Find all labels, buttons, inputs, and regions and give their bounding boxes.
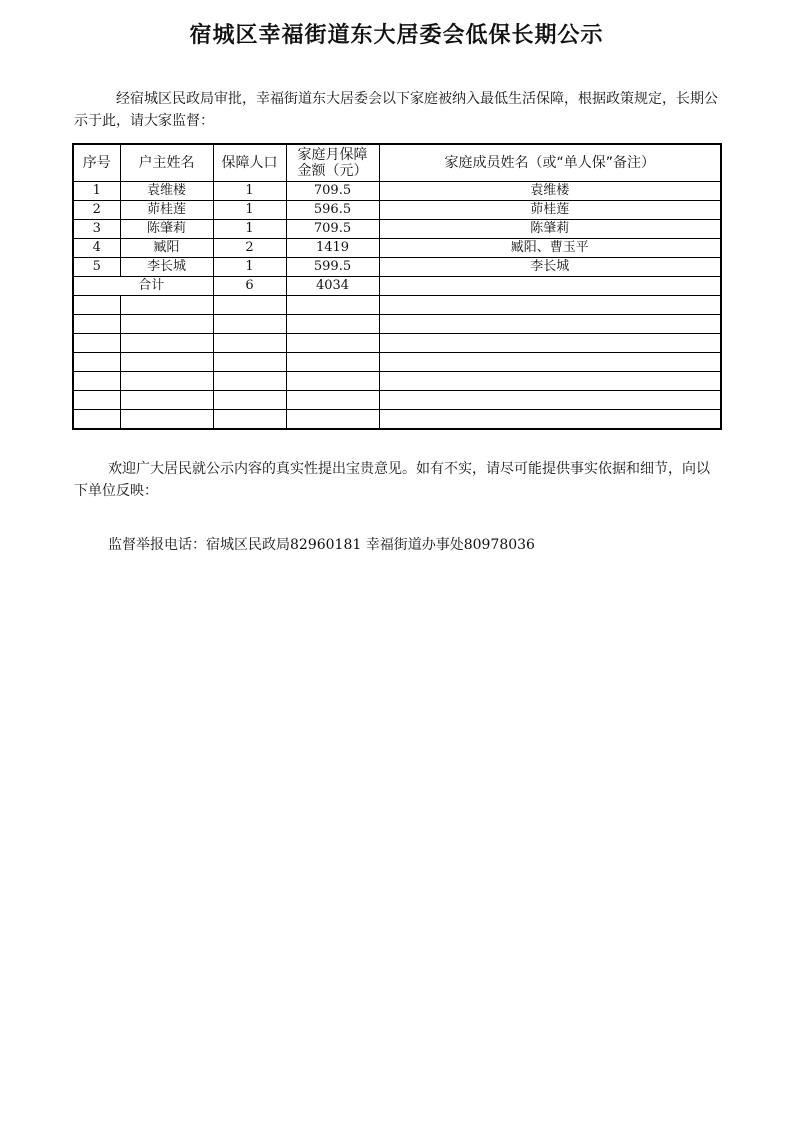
cell-members: 茆桂莲 [379,201,721,220]
empty-cell [120,391,213,410]
empty-cell [73,372,120,391]
empty-cell [379,353,721,372]
empty-cell [73,353,120,372]
table-header-row [73,144,721,182]
empty-cell [286,296,379,315]
cell-members: 陈肇莉 [379,220,721,239]
table-row [73,239,721,258]
empty-cell [286,353,379,372]
cell-head-name: 陈肇莉 [120,220,213,239]
cell-no: 3 [73,220,120,239]
total-row [73,277,721,296]
empty-row [73,315,721,334]
empty-cell [213,296,286,315]
empty-cell [120,410,213,430]
cell-people: 1 [213,201,286,220]
empty-cell [379,391,721,410]
intro-paragraph: 经宿城区民政局审批，幸福街道东大居委会以下家庭被纳入最低生活保障，根据政策规定，长期公示于此，请大家监督： [74,91,718,129]
page-title: 宿城区幸福街道东大居委会低保长期公示 [189,23,604,48]
header-amount [286,144,379,182]
header-no: 序号 [73,144,120,182]
cell-amount: 709.5 [286,220,379,239]
total-label-cell [73,277,213,296]
cell-head-name: 李长城 [120,258,213,277]
empty-cell [379,372,721,391]
cell-no: 1 [73,182,120,201]
empty-row [73,353,721,372]
feedback-paragraph: 欢迎广大居民就公示内容的真实性提出宝贵意见。如有不实，请尽可能提供事实依据和细节，向以下单位反映： [74,461,710,499]
total-members [379,277,721,296]
empty-cell [73,296,120,315]
cell-head-name: 袁维楼 [120,182,213,201]
cell-amount: 709.5 [286,182,379,201]
total-amount: 4034 [286,277,379,296]
cell-people: 1 [213,220,286,239]
empty-cell [286,410,379,430]
cell-head-name: 臧阳 [120,239,213,258]
empty-cell [120,353,213,372]
empty-cell [213,353,286,372]
empty-cell [73,334,120,353]
empty-row [73,372,721,391]
hotline-line: 监督举报电话：宿城区民政局82960181 幸福街道办事处80978036 [108,537,535,553]
empty-cell [120,334,213,353]
cell-people: 2 [213,239,286,258]
empty-row [73,334,721,353]
cell-people: 1 [213,182,286,201]
header-amount-line1: 家庭月保障 [297,147,368,163]
empty-row [73,296,721,315]
cell-people: 1 [213,258,286,277]
empty-row [73,410,721,430]
header-people: 保障人口 [213,144,286,182]
cell-amount: 599.5 [286,258,379,277]
cell-head-name: 茆桂莲 [120,201,213,220]
cell-members: 袁维楼 [379,182,721,201]
empty-cell [73,315,120,334]
total-label: 合计 [138,278,165,293]
empty-cell [120,372,213,391]
header-amount-line2: 金额（元） [297,163,368,179]
empty-cell [379,334,721,353]
table-row [73,182,721,201]
cell-no: 5 [73,258,120,277]
cell-amount: 1419 [286,239,379,258]
table-row [73,201,721,220]
empty-cell [379,410,721,430]
empty-cell [73,391,120,410]
empty-cell [120,315,213,334]
header-head-name: 户主姓名 [120,144,213,182]
table-row [73,258,721,277]
empty-cell [213,315,286,334]
empty-cell [286,372,379,391]
empty-cell [213,410,286,430]
cell-members: 李长城 [379,258,721,277]
empty-cell [73,410,120,430]
subsidy-table [72,143,722,430]
empty-cell [213,391,286,410]
empty-cell [379,296,721,315]
total-people: 6 [213,277,286,296]
empty-cell [213,372,286,391]
empty-cell [120,296,213,315]
empty-cell [286,315,379,334]
empty-cell [213,334,286,353]
table-row [73,220,721,239]
header-members: 家庭成员姓名（或“单人保”备注） [379,144,721,182]
empty-row [73,391,721,410]
empty-cell [286,334,379,353]
cell-no: 4 [73,239,120,258]
cell-no: 2 [73,201,120,220]
cell-amount: 596.5 [286,201,379,220]
empty-cell [379,315,721,334]
empty-cell [286,391,379,410]
cell-members: 臧阳、曹玉平 [379,239,721,258]
